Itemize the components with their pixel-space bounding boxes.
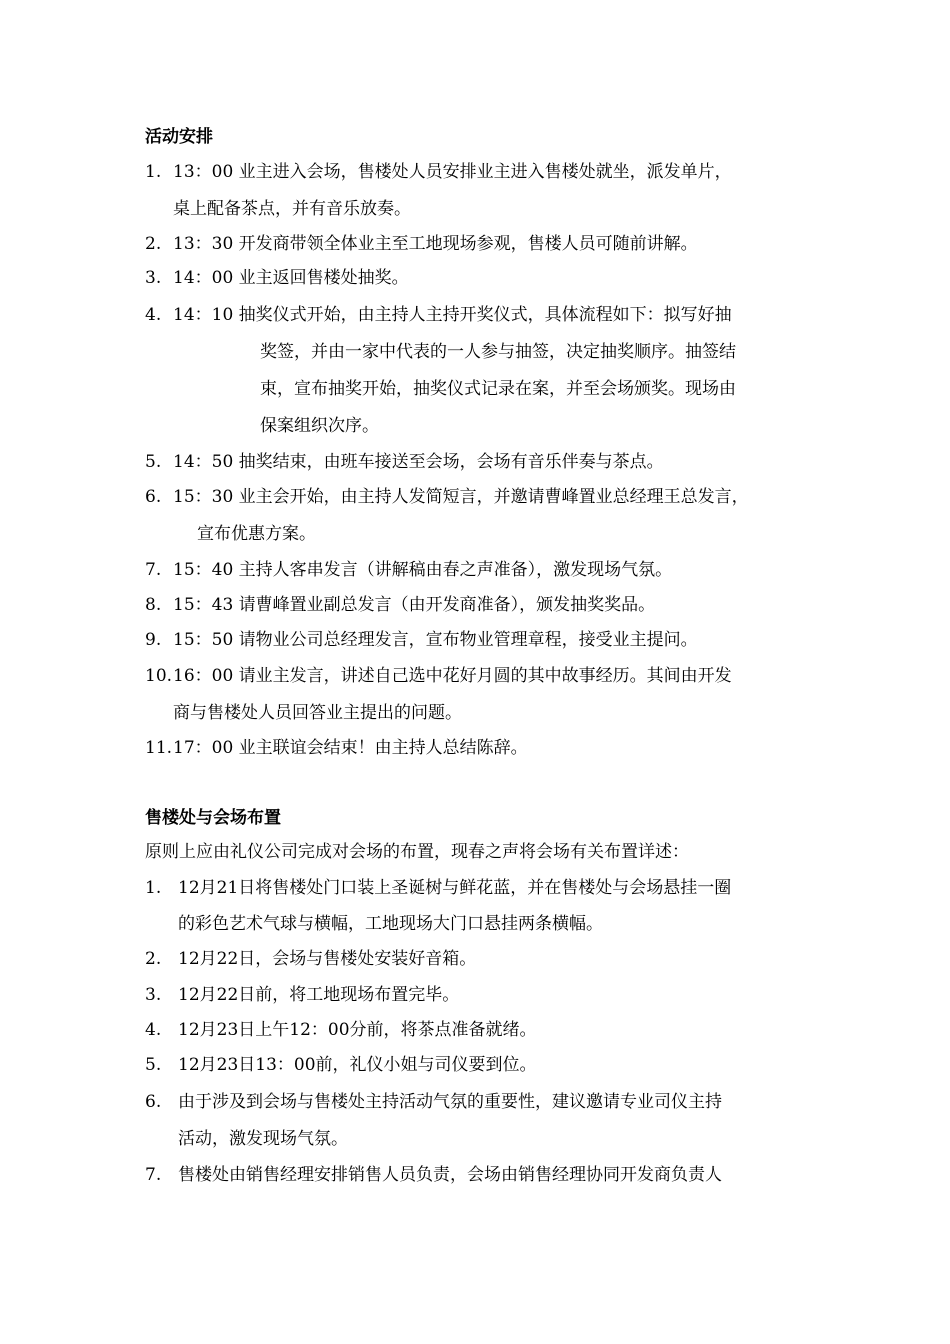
- list-item-line: 13：30 开发商带领全体业主至工地现场参观，售楼人员可随前讲解。: [173, 234, 698, 254]
- list-item-line: 14：10 抽奖仪式开始，由主持人主持开奖仪式，具体流程如下：拟写好抽: [173, 305, 732, 325]
- section-title-schedule: 活动安排: [145, 127, 213, 147]
- list-item-line: 12月21日将售楼处门口装上圣诞树与鲜花蓝，并在售楼处与会场悬挂一圈: [178, 878, 732, 898]
- list-item-line: 12月22日前，将工地现场布置完毕。: [178, 985, 460, 1005]
- list-number: 7.: [145, 560, 162, 580]
- list-item-line: 售楼处由销售经理安排销售人员负责，会场由销售经理协同开发商负责人: [178, 1165, 722, 1185]
- list-item-line: 桌上配备茶点，并有音乐放奏。: [173, 199, 411, 219]
- list-item-line: 14：50 抽奖结束，由班车接送至会场，会场有音乐伴奏与茶点。: [173, 452, 664, 472]
- list-item-line: 14：00 业主返回售楼处抽奖。: [173, 268, 409, 288]
- list-item-line: 15：50 请物业公司总经理发言，宣布物业管理章程，接受业主提问。: [173, 630, 698, 650]
- list-number: 4.: [145, 1020, 162, 1040]
- list-item-line: 15：40 主持人客串发言（讲解稿由春之声准备），激发现场气氛。: [173, 560, 673, 580]
- list-number: 2.: [145, 234, 162, 254]
- intro-paragraph: 原则上应由礼仪公司完成对会场的布置，现春之声将会场有关布置详述：: [145, 842, 689, 862]
- list-number: 1.: [145, 162, 162, 182]
- list-number: 2.: [145, 949, 162, 969]
- list-item-line: 奖签，并由一家中代表的一人参与抽签，决定抽奖顺序。抽签结: [260, 342, 736, 362]
- list-number: 5.: [145, 452, 162, 472]
- list-number: 3.: [145, 268, 162, 288]
- list-number: 9.: [145, 630, 162, 650]
- list-item-line: 由于涉及到会场与售楼处主持活动气氛的重要性，建议邀请专业司仪主持: [178, 1092, 722, 1112]
- list-item-line: 13：00 业主进入会场，售楼处人员安排业主进入售楼处就坐，派发单片，: [173, 162, 732, 182]
- list-item-line: 保案组织次序。: [260, 416, 379, 436]
- list-item-line: 12月23日上午12：00分前，将茶点准备就绪。: [178, 1020, 537, 1040]
- list-number: 6.: [145, 1092, 162, 1112]
- list-number: 3.: [145, 985, 162, 1005]
- list-item-line: 15：43 请曹峰置业副总发言（由开发商准备），颁发抽奖奖品。: [173, 595, 656, 615]
- list-number: 8.: [145, 595, 162, 615]
- list-item-line: 的彩色艺术气球与横幅，工地现场大门口悬挂两条横幅。: [178, 914, 603, 934]
- list-number: 4.: [145, 305, 162, 325]
- list-item-line: 束，宣布抽奖开始，抽奖仪式记录在案，并至会场颁奖。现场由: [260, 379, 736, 399]
- list-number: 6.: [145, 487, 162, 507]
- list-number: 5.: [145, 1055, 162, 1075]
- list-item-line: 15：30 业主会开始，由主持人发简短言，并邀请曹峰置业总经理王总发言，: [173, 487, 749, 507]
- section-title-venue-layout: 售楼处与会场布置: [145, 808, 281, 828]
- list-item-line: 商与售楼处人员回答业主提出的问题。: [173, 703, 462, 723]
- list-item-line: 17：00 业主联谊会结束！由主持人总结陈辞。: [173, 738, 528, 758]
- list-item-line: 16：00 请业主发言，讲述自己选中花好月圆的其中故事经历。其间由开发: [173, 666, 732, 686]
- list-item-line: 12月23日13：00前，礼仪小姐与司仪要到位。: [178, 1055, 537, 1075]
- list-item-line: 12月22日，会场与售楼处安装好音箱。: [178, 949, 477, 969]
- list-number: 11.: [145, 738, 173, 758]
- list-number: 10.: [145, 666, 173, 686]
- list-item-line: 宣布优惠方案。: [197, 524, 316, 544]
- list-item-line: 活动，激发现场气氛。: [178, 1129, 348, 1149]
- list-number: 1.: [145, 878, 162, 898]
- list-number: 7.: [145, 1165, 162, 1185]
